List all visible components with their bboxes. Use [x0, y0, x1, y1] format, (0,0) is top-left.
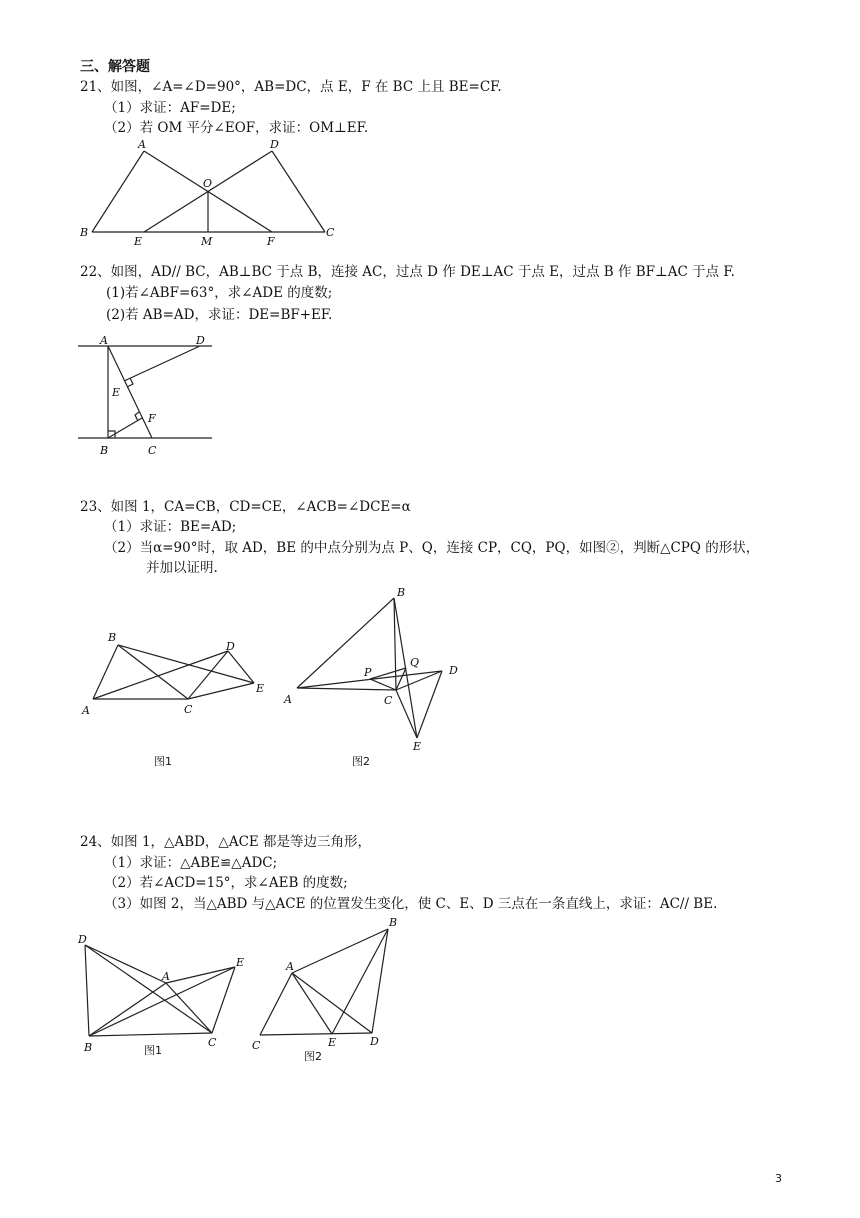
- q23f2-caption: 图2: [352, 755, 370, 768]
- figure-segment: [260, 973, 292, 1035]
- q22-label-C: C: [148, 444, 157, 457]
- q21-label-E: E: [134, 235, 143, 248]
- q24f2-label-C: C: [252, 1039, 261, 1052]
- q21-stem: 21、如图，∠A=∠D=90°，AB=DC，点 E，F 在 BC 上且 BE=CF.: [80, 79, 502, 95]
- q24f1-caption: 图1: [144, 1044, 162, 1057]
- q21-label-M: M: [201, 235, 213, 248]
- q24f1-label-E: E: [236, 956, 245, 969]
- q21-label-B: B: [80, 226, 89, 239]
- q22-label-A: A: [100, 334, 108, 347]
- q23f2-label-P: P: [364, 666, 372, 679]
- q22-stem: 22、如图，AD// BC，AB⊥BC 于点 B，连接 AC，过点 D 作 DE⊥AC 于点 E，过点 B 作 BF⊥AC 于点 F.: [80, 264, 735, 280]
- q23f1-label-A: A: [82, 704, 90, 717]
- q24f2-caption: 图2: [304, 1050, 322, 1063]
- q22-label-B: B: [100, 444, 109, 457]
- q21-label-A: A: [138, 138, 146, 151]
- q22-label-D: D: [196, 334, 205, 347]
- q24f2-label-B: B: [389, 916, 398, 929]
- q22-label-F: F: [148, 412, 156, 425]
- q24-part1: （1）求证：△ABE≌△ADC;: [104, 855, 278, 871]
- q23f2-label-C: C: [384, 694, 393, 707]
- q24-part2: （2）若∠ACD=15°，求∠AEB 的度数;: [104, 875, 348, 891]
- q23f1-label-E: E: [256, 682, 265, 695]
- q22-part2: (2)若 AB=AD，求证：DE=BF+EF.: [106, 307, 333, 323]
- q23-stem: 23、如图 1，CA=CB，CD=CE，∠ACB=∠DCE=α: [80, 499, 411, 515]
- q23f1-label-B: B: [108, 631, 117, 644]
- q23f1-label-D: D: [226, 640, 235, 653]
- q23f2-label-Q: Q: [410, 656, 420, 669]
- q24-stem: 24、如图 1，△ABD，△ACE 都是等边三角形，: [80, 834, 372, 850]
- q22-label-E: E: [112, 386, 121, 399]
- q23f1-label-C: C: [184, 703, 193, 716]
- q24f1-label-C: C: [208, 1036, 217, 1049]
- q24f1-label-B: B: [84, 1041, 93, 1054]
- section-title: 三、解答题: [80, 59, 150, 75]
- q24f2-label-E: E: [328, 1036, 337, 1049]
- figure-segment: [260, 1033, 372, 1035]
- q24f2-label-A: A: [286, 960, 294, 973]
- q22-part1: (1)若∠ABF=63°，求∠ADE 的度数;: [106, 285, 333, 301]
- q23-part2: （2）当α=90°时，取 AD，BE 的中点分别为点 P、Q，连接 CP，CQ，PQ，如图②，判断△CPQ 的形状，: [104, 540, 760, 556]
- q23f2-label-B: B: [397, 586, 406, 599]
- q23f2-label-D: D: [449, 664, 458, 677]
- figure-segment: [292, 929, 388, 973]
- q23-part3: 并加以证明.: [146, 560, 218, 576]
- q21-part1: （1）求证：AF=DE;: [104, 100, 236, 116]
- q21-part2: （2）若 OM 平分∠EOF，求证：OM⊥EF.: [104, 120, 369, 136]
- q23-part1: （1）求证：BE=AD;: [104, 519, 237, 535]
- q23f1-caption: 图1: [154, 755, 172, 768]
- page-number: 3: [775, 1172, 782, 1185]
- q24f2-label-D: D: [370, 1035, 379, 1048]
- q23f2-label-A: A: [284, 693, 292, 706]
- q23f2-label-E: E: [413, 740, 422, 753]
- q24f1-label-D: D: [78, 933, 87, 946]
- q24f1-label-A: A: [162, 970, 170, 983]
- q21-label-D: D: [270, 138, 279, 151]
- figure-segment: [292, 973, 332, 1034]
- q21-label-C: C: [326, 226, 335, 239]
- q21-label-O: O: [203, 177, 213, 190]
- q21-label-F: F: [267, 235, 275, 248]
- q24-part3: （3）如图 2，当△ABD 与△ACE 的位置发生变化，使 C、E、D 三点在一条直线上，求证：AC// BE.: [104, 896, 718, 912]
